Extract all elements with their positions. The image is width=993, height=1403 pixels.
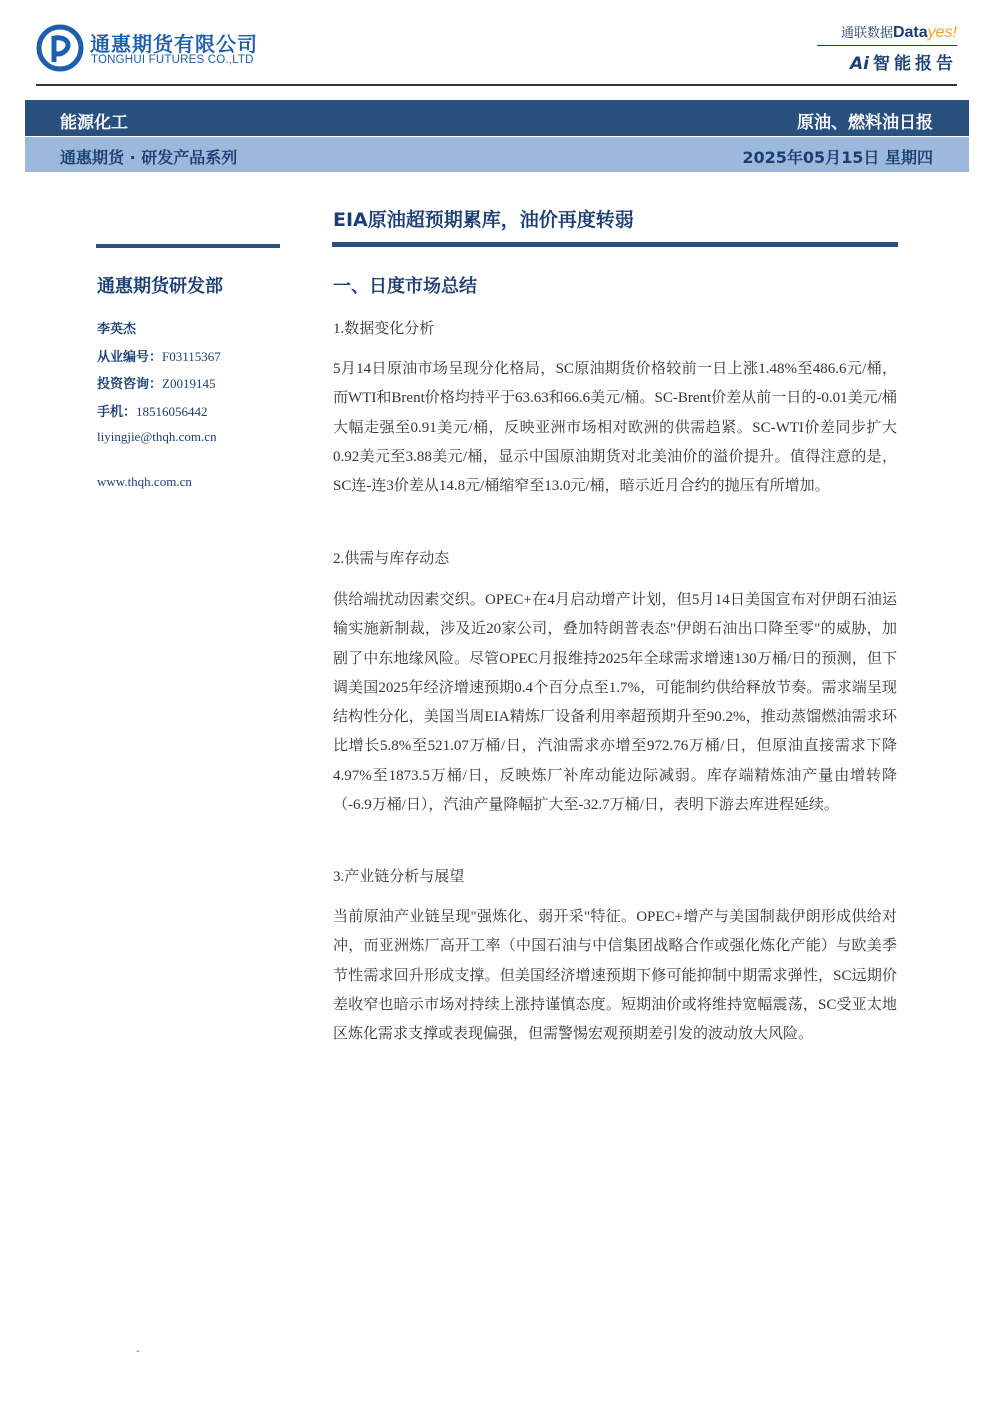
department-title: 通惠期货研发部 [97,276,223,297]
license-number: 从业编号：F03115367 [97,349,221,365]
category-band [25,100,969,136]
footer-mark: - [136,1346,140,1357]
brand-bottom-line [817,49,957,74]
brand-ai: Ai [850,54,869,74]
category-label: 能源化工 [60,113,128,133]
report-type-label: 原油、燃料油日报 [797,113,933,133]
brand-top-line [817,22,957,42]
brand-yes: yes! [927,24,957,41]
brand-divider [817,45,957,46]
subheading-data-analysis: 1.数据变化分析 [333,321,435,337]
sidebar-divider [96,244,280,248]
website-link[interactable]: www.thqh.com.cn [97,474,192,489]
phone-number: 手机：18516056442 [97,404,208,420]
company-name-cn: 通惠期货有限公司 [90,32,258,56]
report-date: 2025年05月15日 星期四 [742,148,933,167]
company-logo [36,24,276,74]
paragraph-data-analysis: 5月14日原油市场呈现分化格局，SC原油期货价格较前一日上涨1.48%至486.6元/桶，而WTI和Brent价格均持平于63.63和66.6美元/桶。SC-Brent价差从前一日的-0.01美元/桶大幅走强至0.91美元/桶，反映亚洲市场相对欧洲的供需趋紧。SC-WTI价差同步扩大0.92美元至3.88美元/桶，显示中国原油期货对北美油价的溢价提升。值得注意的是，SC连-连3价差从14.8元/桶缩窄至13.0元/桶，暗示近月合约的抛压有所增加。 [333,361,898,495]
article-title: EIA原油超预期累库，油价再度转弱 [333,209,634,231]
company-logo-icon [36,24,84,72]
header-divider [36,84,957,86]
paragraph-outlook: 当前原油产业链呈现"强炼化、弱开采"特征。OPEC+增产与美国制裁伊朗形成供给对冲，而亚洲炼厂高开工率（中国石油与中信集团战略合作或强化炼化产能）与欧美季节性需求回升形成支撑。但美国经济增速预期下修可能抑制中期需求弹性，SC远期价差收窄也暗示市场对持续上涨持谨慎态度。短期油价或将维持宽幅震荡，SC受亚太地区炼化需求支撑或表现偏强，但需警惕宏观预期差引发的波动放大风险。 [333,909,897,1043]
brand-top-cn: 通联数据 [840,25,893,40]
series-band [25,137,969,172]
series-label: 通惠期货 · 研发产品系列 [60,148,238,167]
section-heading: 一、日度市场总结 [333,276,477,297]
analyst-name: 李英杰 [97,322,137,337]
datayes-brand [817,22,957,72]
brand-data: Data [892,24,928,41]
paragraph-supply-demand: 供给端扰动因素交织。OPEC+在4月启动增产计划，但5月14日美国宣布对伊朗石油运输实施新制裁，涉及近20家公司，叠加特朗普表态"伊朗石油出口降至零"的威胁，加剧了中东地缘风险。尽管OPEC月报维持2025年全球需求增速130万桶/日的预测，但下调美国2025年经济增速预期0.4个百分点至1.7%，可能制约供给释放节奏。需求端呈现结构性分化，美国当周EIA精炼厂设备利用率超预期升至90.2%，推动蒸馏燃油需求环比增长5.8%至521.07万桶/日，汽油需求亦增至972.76万桶/日，但原油直接需求下降4.97%至1873.5万桶/日，反映炼厂补库动能边际减弱。库存端精炼油产量由增转降（-6.9万桶/日），汽油产量降幅扩大至-32.7万桶/日，表明下游去库进程延续。 [333,592,897,814]
title-divider [332,242,898,247]
subheading-outlook: 3.产业链分析与展望 [333,869,465,885]
company-name-en: TONGHUI FUTURES CO.,LTD [91,54,254,66]
consult-number: 投资咨询：Z0019145 [97,376,216,392]
brand-report: 智能报告 [873,54,957,74]
subheading-supply-demand: 2.供需与库存动态 [333,551,450,567]
email-link[interactable]: liyingjie@thqh.com.cn [97,429,217,444]
